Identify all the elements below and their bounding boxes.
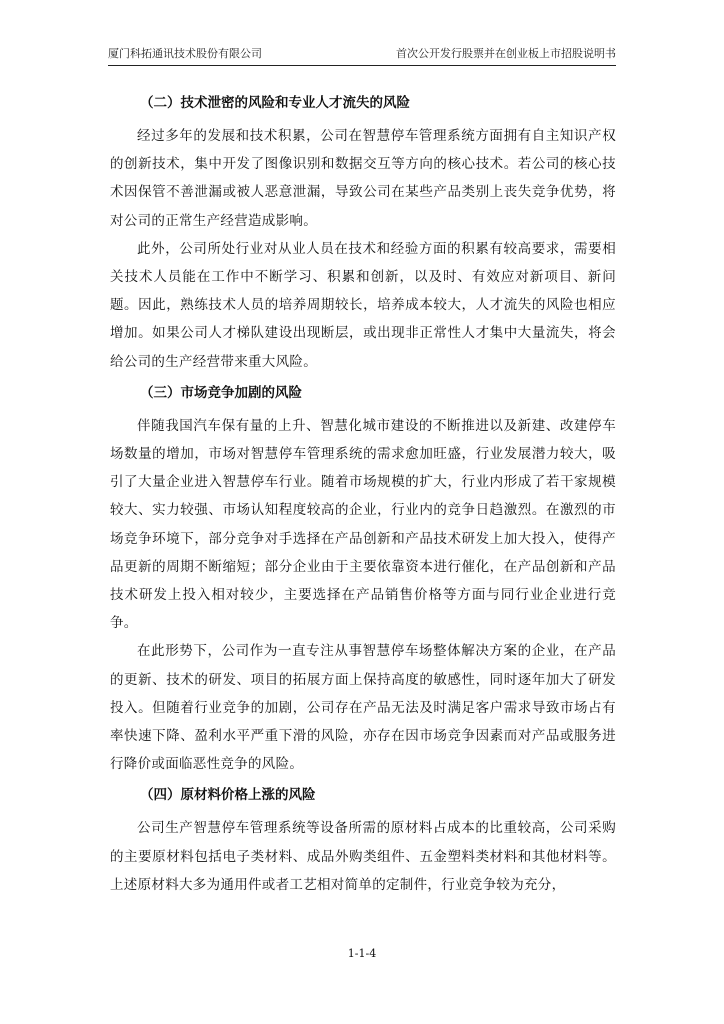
section-heading: （三）市场竞争加剧的风险 (140, 384, 302, 401)
section-heading: （四）原材料价格上涨的风险 (140, 787, 316, 804)
section-heading: （二）技术泄密的风险和专业人才流失的风险 (140, 95, 410, 111)
paragraph: 伴随我国汽车保有量的上升、智慧化城市建设的不断推进以及新建、改建停车场数量的增加，市场对智慧停车管理系统的需求愈加旺盛，行业发展潜力较大，吸引了大量企业进入智慧停车行业。随着市场规模的扩大，行业内形成了若干家规模较大、实力较强、市场认知程度较高的企业，行业内的竞争日趋激烈。在激烈的市场竞争环境下，部分竞争对手选择在产品创新和产品技术研发上加大投入，使得产品更新的周期不断缩短；部分企业由于主要依靠资本进行催化，在产品创新和产品技术研发上投入相对较少，主要选择在产品销售价格等方面与同行业企业进行竞争。 (110, 417, 616, 632)
page-number: 1-1-4 (347, 947, 377, 960)
header-company: 厦门科拓通讯技术股份有限公司 (108, 47, 262, 60)
section-market-competition-risk (110, 378, 616, 779)
section-raw-material-price-risk (110, 780, 616, 899)
page-header (108, 43, 616, 66)
section-tech-leak-risk (110, 88, 616, 376)
paragraph: 此外，公司所处行业对从业人员在技术和经验方面的积累有较高要求，需要相关技术人员能在工作中不断学习、积累和创新，以及时、有效应对新项目、新问题。因此，熟练技术人员的培养周期较长，培养成本较大，人才流失的风险也相应增加。如果公司人才梯队建设出现断层，或出现非正常性人才集中大量流失，将会给公司的生产经营带来重大风险。 (110, 240, 616, 370)
page-body (110, 86, 616, 899)
paragraph: 在此形势下，公司作为一直专注从事智慧停车场整体解决方案的企业，在产品的更新、技术的研发、项目的拓展方面上保持高度的敏感性，同时逐年加大了研发投入。但随着行业竞争的加剧，公司存在产品无法及时满足客户需求导致市场占有率快速下降、盈利水平严重下滑的风险，亦存在因市场竞争因素而对产品或服务进行降价或面临恶性竞争的风险。 (110, 643, 616, 773)
header-document-title: 首次公开发行股票并在创业板上市招股说明书 (396, 47, 616, 60)
paragraph: 公司生产智慧停车管理系统等设备所需的原材料占成本的比重较高，公司采购的主要原材料包括电子类材料、成品外购类组件、五金塑料类材料和其他材料等。上述原材料大多为通用件或者工艺相对简单的定制件，行业竞争较为充分， (110, 820, 616, 893)
paragraph: 经过多年的发展和技术积累，公司在智慧停车管理系统方面拥有自主知识产权的创新技术，集中开发了图像识别和数据交互等方向的核心技术。若公司的核心技术因保管不善泄漏或被人恶意泄漏，导致公司在某些产品类别上丧失竞争优势，将对公司的正常生产经营造成影响。 (110, 128, 616, 229)
